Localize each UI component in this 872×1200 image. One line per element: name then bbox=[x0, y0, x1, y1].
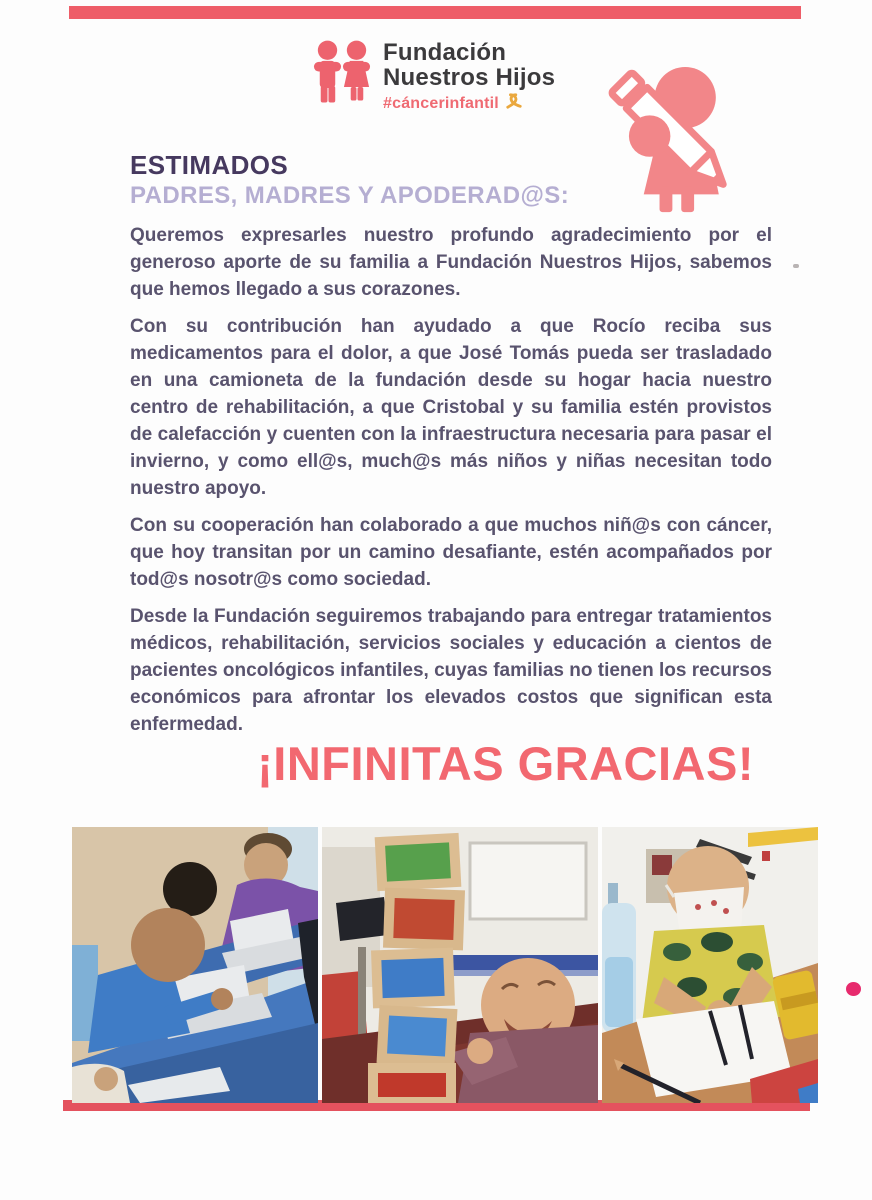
letter-body bbox=[130, 222, 772, 748]
gold-ribbon-icon bbox=[504, 93, 524, 114]
salutation-line-1: ESTIMADOS bbox=[130, 150, 289, 180]
logo-name-line-2: Nuestros Hijos bbox=[383, 64, 556, 91]
top-accent-bar bbox=[69, 6, 801, 19]
photo-strip bbox=[72, 827, 818, 1103]
letter-paragraph-3: Con su cooperación han colaborado a que muchos niñ@s con cáncer, que hoy transitan por un camino desafiante, estén acompañados por tod@s nosotr@s como sociedad. bbox=[130, 515, 772, 590]
thanks-heading: ¡INFINITAS GRACIAS! bbox=[257, 737, 754, 790]
pink-scan-dot bbox=[846, 982, 861, 996]
photo-child-block-tower bbox=[322, 827, 598, 1103]
logo-hashtag: #cáncerinfantil bbox=[383, 94, 499, 112]
photo-child-drawing bbox=[602, 827, 818, 1103]
foundation-logo bbox=[313, 40, 555, 114]
child-with-pencil-illustration bbox=[608, 62, 796, 225]
scan-speck bbox=[793, 264, 799, 268]
two-children-logo-icon bbox=[313, 40, 371, 109]
logo-name-line-1: Fundación bbox=[383, 39, 507, 66]
salutation-line-2: PADRES, MADRES Y APODERAD@S: bbox=[130, 182, 570, 209]
letter-paragraph-2: Con su contribución han ayudado a que Rocío reciba sus medicamentos para el dolor, a que José Tomás pueda ser trasladado en una camioneta de la fundación desde su hogar hacia nuestro centro de rehabilitación, a que Cristobal y su familia estén provistos de calefacción y cuenten con la infraestructura necesaria para pasar el invierno, y como ell@s, much@s más niños y niñas necesitan todo nuestro apoyo. bbox=[130, 316, 772, 499]
letter-paragraph-4: Desde la Fundación seguiremos trabajando para entregar tratamientos médicos, rehabilitación, servicios sociales y educación a cientos de pacientes oncológicos infantiles, cuyas familias no tienen los recursos económicos para afrontar los elevados costos que significan esta enfermedad. bbox=[130, 606, 772, 735]
photo-children-laptops bbox=[72, 827, 318, 1103]
salutation bbox=[130, 152, 569, 208]
logo-text bbox=[383, 40, 555, 114]
letter-paragraph-1: Queremos expresarles nuestro profundo agradecimiento por el generoso aporte de su familia a Fundación Nuestros Hijos, sabemos que hemos llegado a sus corazones. bbox=[130, 225, 772, 300]
